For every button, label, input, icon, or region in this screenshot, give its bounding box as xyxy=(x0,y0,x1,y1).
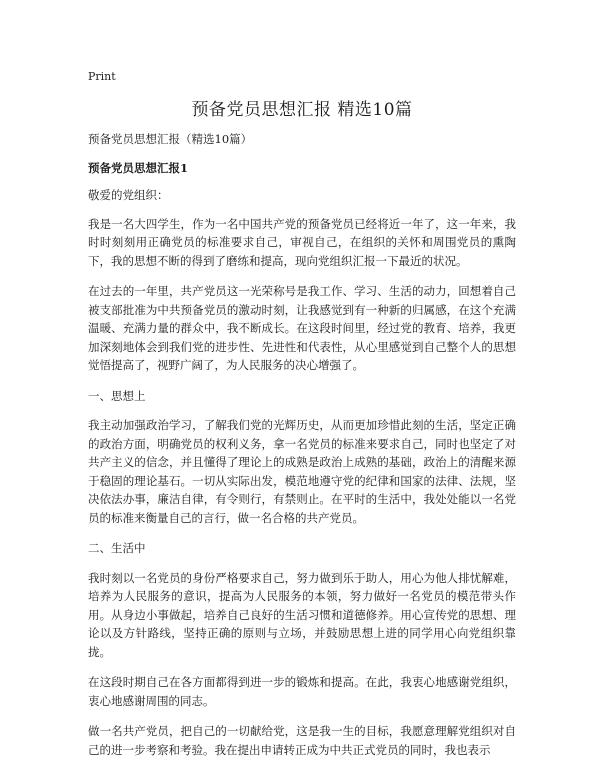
salutation: 敬爱的党组织： xyxy=(88,188,169,202)
document-body xyxy=(88,130,516,771)
topic-heading: 一、思想上 xyxy=(88,388,146,403)
paragraph: 在这段时期自己在各方面都得到进一步的锻炼和提高。在此，我衷心地感谢党组织，衷心地感谢周围的同志。 xyxy=(88,675,516,708)
document-title: 预备党员思想汇报 精选10篇 xyxy=(191,100,413,120)
topic-heading: 二、生活中 xyxy=(88,541,146,555)
section-heading: 预备党员思想汇报1 xyxy=(88,160,189,175)
document-subtitle: 预备党员思想汇报（精选10篇） xyxy=(88,132,253,146)
paragraph: 我时刻以一名党员的身份严格要求自己，努力做到乐于助人，用心为他人排忧解难，培养为人民服务的意识，提高为人民服务的本领，努力做好一名党员的模范带头作用。从身边小事做起，培养自己良好的生活习惯和道德修养。用心宣传党的思想、理论以及方针路线，坚持正确的原则与立场，并鼓励思想上进的同学用心向党组织靠拢。 xyxy=(88,570,516,659)
print-link[interactable]: Print xyxy=(88,70,116,83)
paragraph: 做一名共产党员，把自己的一切献给党，这是我一生的目标，我愿意理解党组织对自己的进一步考察和考验。我在提出申请转正成为中共正式党员的同时，我也表示 xyxy=(88,724,516,757)
paragraph: 我主动加强政治学习，了解我们党的光辉历史，从而更加珍惜此刻的生活，坚定正确的政治方面，明确党员的权利义务，拿一名党员的标准来要求自己，同时也坚定了对共产主义的信念，并且懂得了理论上的成熟是政治上成熟的基础，政治上的清醒来源于稳固的理论基石。一切从实际出发，模范地遵守党的纪律和国家的法律、法规，坚决依法办事，廉洁自律，有令则行，有禁则止。在平时的生活中，我处处能以一名党员的标准来衡量自己的言行，做一名合格的共产党员。 xyxy=(88,418,516,525)
paragraph: 我是一名大四学生，作为一名中国共产党的预备党员已经将近一年了，这一年来，我时时刻刻用正确党员的标准要求自己，审视自己，在组织的关怀和周围党员的熏陶下，我的思想不断的得到了磨练和提高，现向党组织汇报一下最近的状况。 xyxy=(88,216,516,268)
paragraph: 在过去的一年里，共产党员这一光荣称号是我工作、学习、生活的动力，回想着自己被支部批准为中共预备党员的激动时刻，让我感觉到有一种新的归属感，在这个充满温暖、充满力量的群众中，我不断成长。在这段时间里，经过党的教育、培养，我更加深刻地体会到我们党的进步性、先进性和代表性，从心里感觉到自己整个人的思想觉悟提高了，视野广阔了，为人民服务的决心增强了。 xyxy=(88,284,516,372)
